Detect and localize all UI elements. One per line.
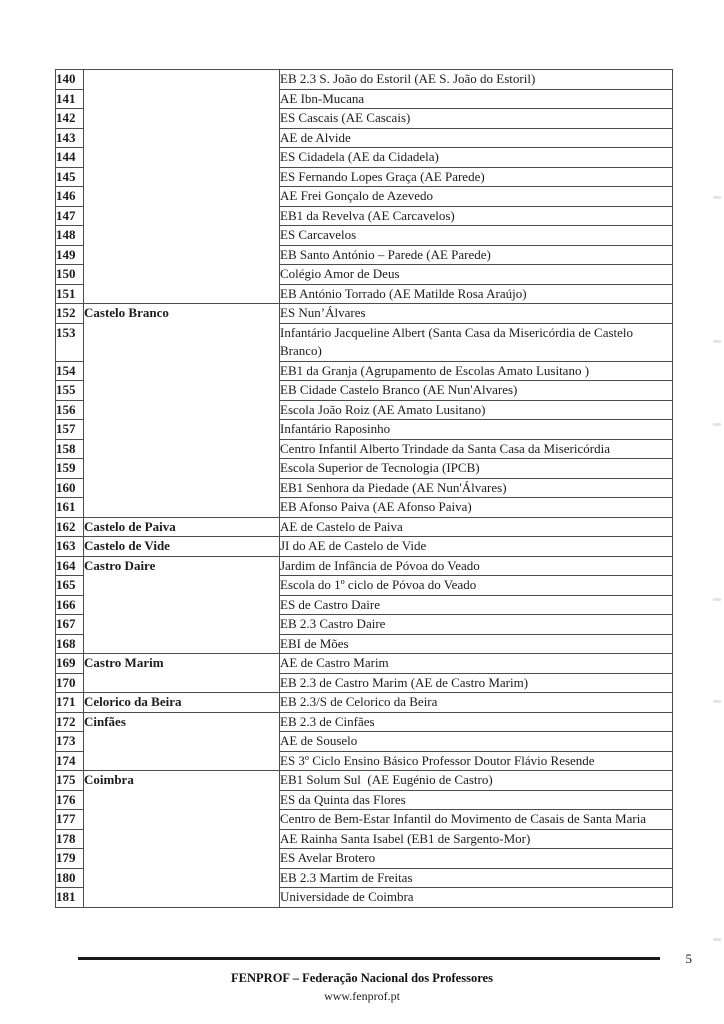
table-row	[56, 537, 673, 557]
row-number-cell: 163	[56, 537, 84, 557]
table-row	[56, 654, 673, 674]
school-cell: ES Nun’Álvares	[280, 304, 673, 324]
municipality-cell	[84, 70, 280, 304]
school-cell: Infantário Jacqueline Albert (Santa Casa da Misericórdia de Castelo Branco)	[280, 323, 673, 361]
row-number-cell: 160	[56, 478, 84, 498]
table-row	[56, 693, 673, 713]
school-cell: Centro Infantil Alberto Trindade da Santa Casa da Misericórdia	[280, 439, 673, 459]
school-cell: Universidade de Coimbra	[280, 888, 673, 908]
school-cell: AE de Castro Marim	[280, 654, 673, 674]
scan-artifact	[713, 423, 721, 426]
municipality-cell: Castro Daire	[84, 556, 280, 654]
school-cell: Escola Superior de Tecnologia (IPCB)	[280, 459, 673, 479]
school-cell: EB1 da Revelva (AE Carcavelos)	[280, 206, 673, 226]
row-number-cell: 147	[56, 206, 84, 226]
municipality-cell: Castelo de Vide	[84, 537, 280, 557]
row-number-cell: 155	[56, 381, 84, 401]
municipality-cell: Castro Marim	[84, 654, 280, 693]
row-number-cell: 176	[56, 790, 84, 810]
row-number-cell: 156	[56, 400, 84, 420]
school-cell: EB1 Solum Sul (AE Eugénio de Castro)	[280, 771, 673, 791]
school-cell: AE de Alvide	[280, 128, 673, 148]
municipality-cell: Castelo Branco	[84, 304, 280, 518]
row-number-cell: 148	[56, 226, 84, 246]
footer-organization: FENPROF – Federação Nacional dos Professores	[231, 971, 493, 985]
row-number-cell: 170	[56, 673, 84, 693]
school-cell: ES Cascais (AE Cascais)	[280, 109, 673, 129]
footer-rule-row	[78, 952, 692, 965]
row-number-cell: 158	[56, 439, 84, 459]
school-cell: EB 2.3 S. João do Estoril (AE S. João do Estoril)	[280, 70, 673, 90]
row-number-cell: 142	[56, 109, 84, 129]
row-number-cell: 167	[56, 615, 84, 635]
school-cell: AE de Souselo	[280, 732, 673, 752]
school-cell: JI do AE de Castelo de Vide	[280, 537, 673, 557]
row-number-cell: 140	[56, 70, 84, 90]
footer-rule	[78, 957, 660, 960]
row-number-cell: 145	[56, 167, 84, 187]
row-number-cell: 161	[56, 498, 84, 518]
municipality-cell: Cinfães	[84, 712, 280, 771]
row-number-cell: 180	[56, 868, 84, 888]
school-cell: EB 2.3 de Cinfães	[280, 712, 673, 732]
municipality-cell: Castelo de Paiva	[84, 517, 280, 537]
row-number-cell: 146	[56, 187, 84, 207]
table-row	[56, 70, 673, 90]
row-number-cell: 174	[56, 751, 84, 771]
row-number-cell: 164	[56, 556, 84, 576]
school-cell: EB 2.3 Martim de Freitas	[280, 868, 673, 888]
row-number-cell: 157	[56, 420, 84, 440]
school-cell: Centro de Bem-Estar Infantil do Movimento de Casais de Santa Maria	[280, 810, 673, 830]
row-number-cell: 154	[56, 361, 84, 381]
row-number-cell: 177	[56, 810, 84, 830]
table-row	[56, 517, 673, 537]
school-cell: ES de Castro Daire	[280, 595, 673, 615]
row-number-cell: 173	[56, 732, 84, 752]
school-cell: EB1 Senhora da Piedade (AE Nun'Álvares)	[280, 478, 673, 498]
row-number-cell: 168	[56, 634, 84, 654]
row-number-cell: 169	[56, 654, 84, 674]
row-number-cell: 171	[56, 693, 84, 713]
school-cell: EB 2.3 Castro Daire	[280, 615, 673, 635]
school-cell: EB 2.3 de Castro Marim (AE de Castro Marim)	[280, 673, 673, 693]
school-cell: ES Fernando Lopes Graça (AE Parede)	[280, 167, 673, 187]
school-cell: EB Afonso Paiva (AE Afonso Paiva)	[280, 498, 673, 518]
row-number-cell: 165	[56, 576, 84, 596]
school-cell: EB1 da Granja (Agrupamento de Escolas Amato Lusitano )	[280, 361, 673, 381]
table-row	[56, 304, 673, 324]
school-cell: ES Cidadela (AE da Cidadela)	[280, 148, 673, 168]
school-cell: ES Avelar Brotero	[280, 849, 673, 869]
school-cell: ES Carcavelos	[280, 226, 673, 246]
row-number-cell: 141	[56, 89, 84, 109]
row-number-cell: 179	[56, 849, 84, 869]
school-cell: EBI de Mões	[280, 634, 673, 654]
scan-artifact	[713, 340, 721, 343]
page-number: 5	[685, 951, 692, 966]
table-row	[56, 556, 673, 576]
row-number-cell: 181	[56, 888, 84, 908]
school-cell: Escola João Roiz (AE Amato Lusitano)	[280, 400, 673, 420]
row-number-cell: 159	[56, 459, 84, 479]
scan-artifact	[713, 196, 721, 199]
row-number-cell: 144	[56, 148, 84, 168]
school-cell: EB António Torrado (AE Matilde Rosa Araújo)	[280, 284, 673, 304]
row-number-cell: 162	[56, 517, 84, 537]
school-cell: ES da Quinta das Flores	[280, 790, 673, 810]
row-number-cell: 151	[56, 284, 84, 304]
school-cell: AE Ibn-Mucana	[280, 89, 673, 109]
row-number-cell: 153	[56, 323, 84, 361]
school-cell: AE de Castelo de Paiva	[280, 517, 673, 537]
row-number-cell: 152	[56, 304, 84, 324]
row-number-cell: 150	[56, 265, 84, 285]
school-cell: AE Rainha Santa Isabel (EB1 de Sargento-Mor)	[280, 829, 673, 849]
row-number-cell: 149	[56, 245, 84, 265]
municipality-cell: Celorico da Beira	[84, 693, 280, 713]
row-number-cell: 175	[56, 771, 84, 791]
school-cell: Escola do 1º ciclo de Póvoa do Veado	[280, 576, 673, 596]
scan-artifact	[713, 700, 721, 703]
school-cell: Colégio Amor de Deus	[280, 265, 673, 285]
school-cell: AE Frei Gonçalo de Azevedo	[280, 187, 673, 207]
school-table-body	[56, 70, 673, 908]
school-cell: ES 3º Ciclo Ensino Básico Professor Doutor Flávio Resende	[280, 751, 673, 771]
row-number-cell: 178	[56, 829, 84, 849]
footer-website: www.fenprof.pt	[324, 989, 400, 1003]
municipality-cell: Coimbra	[84, 771, 280, 908]
scan-artifact	[713, 938, 721, 941]
row-number-cell: 172	[56, 712, 84, 732]
school-table	[55, 69, 673, 908]
school-cell: EB Santo António – Parede (AE Parede)	[280, 245, 673, 265]
table-row	[56, 712, 673, 732]
school-cell: EB 2.3/S de Celorico da Beira	[280, 693, 673, 713]
row-number-cell: 166	[56, 595, 84, 615]
school-cell: EB Cidade Castelo Branco (AE Nun'Alvares)	[280, 381, 673, 401]
row-number-cell: 143	[56, 128, 84, 148]
table-row	[56, 771, 673, 791]
school-cell: Infantário Raposinho	[280, 420, 673, 440]
scan-artifact	[713, 598, 721, 601]
school-cell: Jardim de Infância de Póvoa do Veado	[280, 556, 673, 576]
